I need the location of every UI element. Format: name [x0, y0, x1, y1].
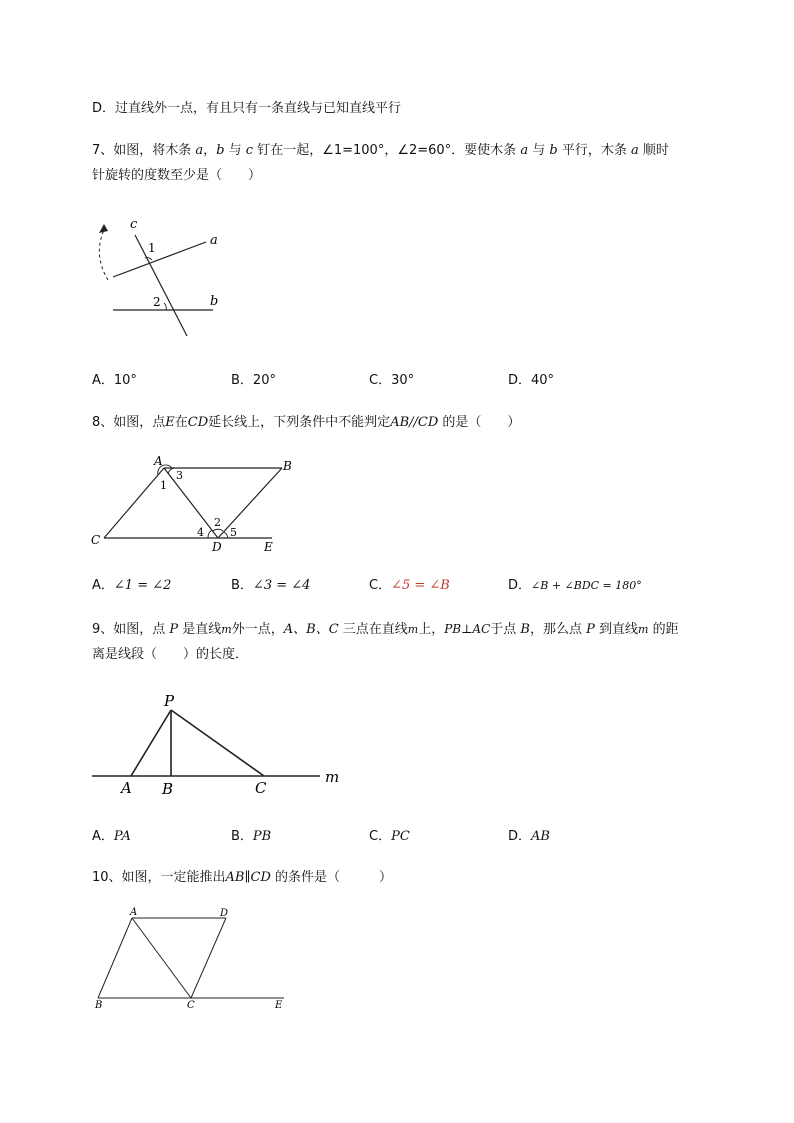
- q10-segment-ab: [98, 918, 132, 998]
- q9-label-m: m: [325, 768, 340, 786]
- q8-var-e: E: [165, 415, 175, 430]
- q9-var-m: m: [221, 623, 232, 636]
- q9-option-b-prefix: B．: [231, 829, 253, 844]
- q8-label-a: A: [154, 454, 163, 468]
- q9-option-d-text: AB: [531, 829, 550, 844]
- q8-option-c: [369, 577, 450, 595]
- q10-label-a: A: [130, 907, 138, 918]
- q7-var-a3: a: [630, 143, 639, 158]
- q7-angle2-arc: [164, 303, 166, 310]
- q9-option-b-text: PB: [252, 829, 272, 844]
- q7-text-6: 平行，木条: [557, 143, 631, 158]
- q8-label-d: D: [212, 540, 222, 554]
- q8-option-a-prefix: A．: [92, 578, 114, 593]
- q7-var-c: c: [245, 143, 254, 158]
- q7-label-1: 1: [148, 241, 156, 255]
- q9-text-7: ，那么点: [529, 622, 587, 637]
- q9-text-1: 9、如图，点: [92, 622, 170, 637]
- q8-segment-ac: [104, 468, 164, 538]
- q7-stem-line2: 针旋转的度数至少是（ ）: [92, 168, 262, 183]
- q8-option-c-text: ∠5 = ∠B: [391, 578, 450, 593]
- q10-label-c: C: [187, 1000, 195, 1011]
- q8-text-2: 在: [174, 415, 188, 430]
- q8-segment-bd: [218, 468, 282, 538]
- q7-label-a: a: [210, 233, 218, 248]
- q9-label-c: C: [255, 779, 267, 797]
- q9-option-d: [508, 828, 550, 846]
- q9-text-8: 到直线: [594, 622, 638, 637]
- q8-text-1: 8、如图，点: [92, 415, 166, 430]
- q8-figure: [88, 452, 292, 554]
- q9-option-d-prefix: D．: [508, 829, 532, 844]
- q7-rotation-arrow: [99, 230, 108, 280]
- q7-stem-line1: [92, 142, 669, 160]
- q7-text-4: 钉在一起，∠1=100°，∠2=60°．要使木条: [253, 143, 521, 158]
- q7-option-b: B．20°: [231, 373, 276, 388]
- q8-label-3: 3: [176, 469, 183, 482]
- q8-option-a: [92, 577, 171, 595]
- q10-segment-dc: [191, 918, 226, 998]
- q8-label-b: B: [283, 459, 292, 473]
- q7-text-2: ，: [203, 143, 217, 158]
- q10-var-abcd: AB∥CD: [225, 870, 271, 885]
- q10-label-b: B: [95, 1000, 103, 1011]
- q9-var-m3: m: [638, 623, 649, 636]
- q9-label-a: A: [121, 779, 132, 797]
- q9-var-m2: m: [407, 623, 419, 636]
- q9-option-c-prefix: C．: [369, 829, 392, 844]
- q9-text-2: 是直线: [178, 622, 222, 637]
- q9-option-a-prefix: A．: [92, 829, 114, 844]
- q9-var-p: P: [169, 622, 179, 637]
- q7-option-d: D．40°: [508, 373, 555, 388]
- q9-label-b: B: [162, 780, 174, 798]
- q7-var-b: b: [216, 143, 225, 158]
- q9-var-abc: A、B、C: [283, 622, 339, 637]
- q7-option-a: A．10°: [92, 373, 137, 388]
- q9-option-c-text: PC: [391, 829, 410, 844]
- q7-text-5: 与: [528, 143, 550, 158]
- q9-text-3: 外一点，: [231, 622, 284, 637]
- q7-line-a: [113, 242, 206, 277]
- q9-segment-pc: [171, 710, 264, 776]
- q9-text-6: 于点: [490, 622, 521, 637]
- q8-text-4: 的是（ ）: [438, 415, 521, 430]
- q9-option-b: [231, 828, 271, 846]
- q8-option-d: [508, 577, 642, 595]
- q8-label-1: 1: [160, 479, 167, 492]
- q8-label-c: C: [91, 533, 101, 547]
- q10-text-2: 的条件是（ ）: [270, 870, 393, 885]
- q10-label-d: D: [220, 908, 229, 919]
- q8-var-cd: CD: [187, 415, 209, 430]
- q7-text-1: 7、如图，将木条: [92, 143, 196, 158]
- q10-segment-ac: [132, 918, 191, 998]
- q8-text-3: 延长线上，下列条件中不能判定: [208, 415, 391, 430]
- q9-option-a-text: PA: [113, 829, 131, 844]
- q8-label-2: 2: [214, 516, 221, 529]
- q8-option-b-prefix: B．: [231, 578, 253, 593]
- q9-label-p: P: [164, 692, 175, 710]
- q9-figure: [88, 690, 348, 800]
- q7-line-c: [135, 235, 187, 336]
- q9-option-c: [369, 828, 410, 846]
- q10-label-e: E: [275, 1000, 283, 1011]
- q7-arrow-head-icon: [99, 224, 108, 233]
- q8-option-c-prefix: C．: [369, 578, 392, 593]
- q7-label-c: c: [130, 217, 138, 232]
- q7-label-b: b: [210, 294, 219, 309]
- q8-label-e: E: [264, 540, 273, 554]
- q9-var-p2: P: [586, 622, 595, 637]
- q7-figure: [88, 210, 228, 340]
- q8-segment-ad: [164, 468, 218, 538]
- q8-label-4: 4: [197, 526, 204, 539]
- q7-angle1-arc: [145, 258, 152, 260]
- q7-text-7: 顺时: [638, 143, 669, 158]
- q8-stem: [92, 414, 520, 432]
- q7-var-b2: b: [549, 143, 558, 158]
- q9-option-a: [92, 828, 131, 846]
- q7-var-a2: a: [520, 143, 529, 158]
- q8-option-b: [231, 577, 310, 595]
- q6-option-d: D．过直线外一点，有且只有一条直线与已知直线平行: [92, 101, 402, 116]
- q8-label-5: 5: [230, 526, 237, 539]
- q10-text-1: 10、如图，一定能推出: [92, 870, 226, 885]
- q7-option-c: C．30°: [369, 373, 415, 388]
- q10-figure: [88, 902, 298, 1012]
- q9-stem-line2: 离是线段（ ）的长度．: [92, 647, 249, 662]
- q10-stem: [92, 869, 392, 887]
- q8-option-b-text: ∠3 = ∠4: [252, 578, 311, 593]
- q9-text-5: 上，: [418, 622, 445, 637]
- q9-text-9: 的距: [648, 622, 679, 637]
- q8-option-d-text: ∠B + ∠BDC = 180°: [531, 579, 642, 592]
- q8-var-abcd: AB//CD: [390, 415, 439, 430]
- q9-stem-line1: [92, 620, 679, 639]
- q8-option-d-prefix: D．: [508, 578, 532, 593]
- q7-var-a: a: [195, 143, 204, 158]
- q9-text-4: 三点在直线: [338, 622, 408, 637]
- q7-text-3: 与: [224, 143, 246, 158]
- q8-option-a-text: ∠1 = ∠2: [113, 578, 172, 593]
- q9-var-pbac: PB⊥AC: [444, 622, 491, 636]
- q7-label-2: 2: [153, 295, 161, 309]
- q9-segment-pa: [131, 710, 171, 776]
- q9-var-b: B: [520, 622, 530, 637]
